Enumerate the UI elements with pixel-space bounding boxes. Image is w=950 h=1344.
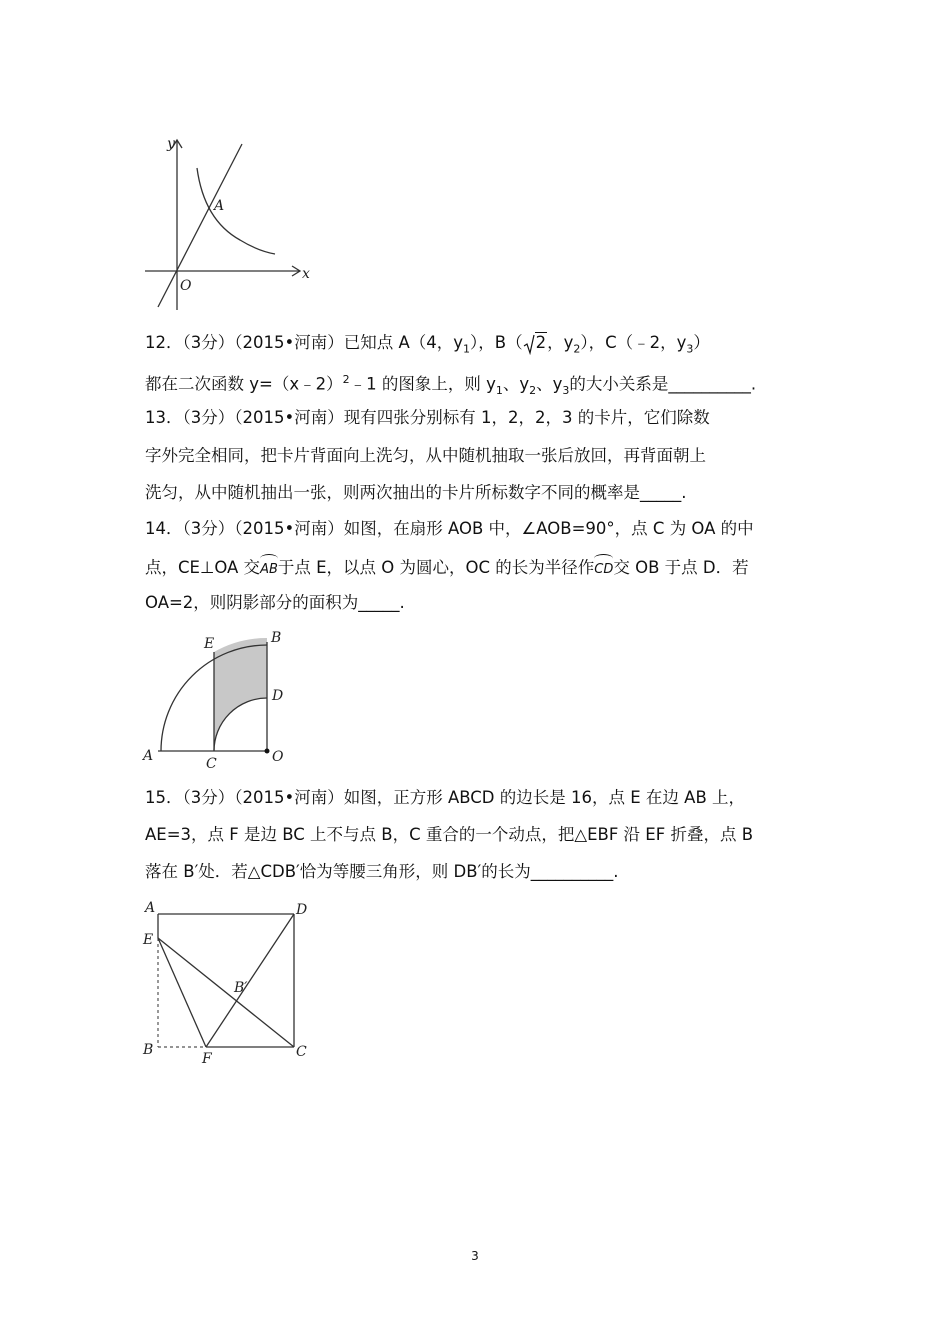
fig2-label-b: B xyxy=(271,630,282,646)
fig3-label-b: B xyxy=(143,1042,154,1058)
fig3-label-e: E xyxy=(143,932,154,948)
q15-line-1: 15．（3分）（2015•河南）如图，正方形 ABCD 的边长是 16，点 E 在边 AB 上， xyxy=(145,788,746,807)
q15-line-3: 落在 B′处．若△CDB′恰为等腰三角形，则 DB′的长为__________. xyxy=(145,862,619,881)
fig2-label-o: O xyxy=(272,749,284,765)
q12-line-1: 12．（3分）（2015•河南）已知点 A（4，$y_1$），B（ 2，$y_2$），C（﹣2，$y_3$） xyxy=(145,333,710,356)
figure-square-fold xyxy=(138,896,320,1068)
q13-line-2: 字外完全相同，把卡片背面向上洗匀，从中随机抽取一张后放回，再背面朝上 xyxy=(145,446,706,465)
arc-cd-label: CD xyxy=(594,554,613,582)
fig2-label-d: D xyxy=(272,688,284,704)
fig1-label-x: x xyxy=(302,266,310,282)
fig3-label-d: D xyxy=(296,902,308,918)
figure-sector-shaded xyxy=(138,628,298,776)
page-number: 3 xyxy=(471,1249,479,1263)
q14-line-2: 点，CE⊥OA 交AB于点 E，以点 O 为圆心，OC 的长为半径作CD交 OB 于点 D．若 xyxy=(145,554,749,582)
fig3-label-f: F xyxy=(202,1051,212,1067)
figure-line-hyperbola xyxy=(140,130,315,315)
q13-line-1: 13．（3分）（2015•河南）现有四张分别标有 1，2，2，3 的卡片，它们除数 xyxy=(145,408,710,427)
fig1-label-y: y xyxy=(167,136,175,152)
fig2-label-e: E xyxy=(204,636,215,652)
sqrt-symbol: 2 xyxy=(523,331,548,355)
fig3-label-bp: B′ xyxy=(234,980,248,996)
fig1-label-o: O xyxy=(180,278,192,294)
q15-line-2: AE=3，点 F 是边 BC 上不与点 B，C 重合的一个动点，把△EBF 沿 EF 折叠，点 B xyxy=(145,825,754,844)
fig3-label-c: C xyxy=(296,1044,307,1060)
fig3-label-a: A xyxy=(145,900,156,916)
q14-line-1: 14．（3分）（2015•河南）如图，在扇形 AOB 中，∠AOB=90°，点 C 为 OA 的中 xyxy=(145,519,754,538)
q12-line-2: 都在二次函数 y=（x﹣2）$^2$﹣1 的图象上，则 $y_1$、$y_2$、$y_3$的大小关系是__________. xyxy=(145,373,757,397)
fig2-label-a: A xyxy=(143,748,154,764)
arc-ab-label: AB xyxy=(260,554,278,582)
q13-line-3: 洗匀，从中随机抽出一张，则两次抽出的卡片所标数字不同的概率是_____. xyxy=(145,483,687,502)
fig2-label-c: C xyxy=(206,756,217,772)
fig1-label-a: A xyxy=(214,198,225,214)
q14-line-3: OA=2，则阴影部分的面积为_____. xyxy=(145,593,405,612)
